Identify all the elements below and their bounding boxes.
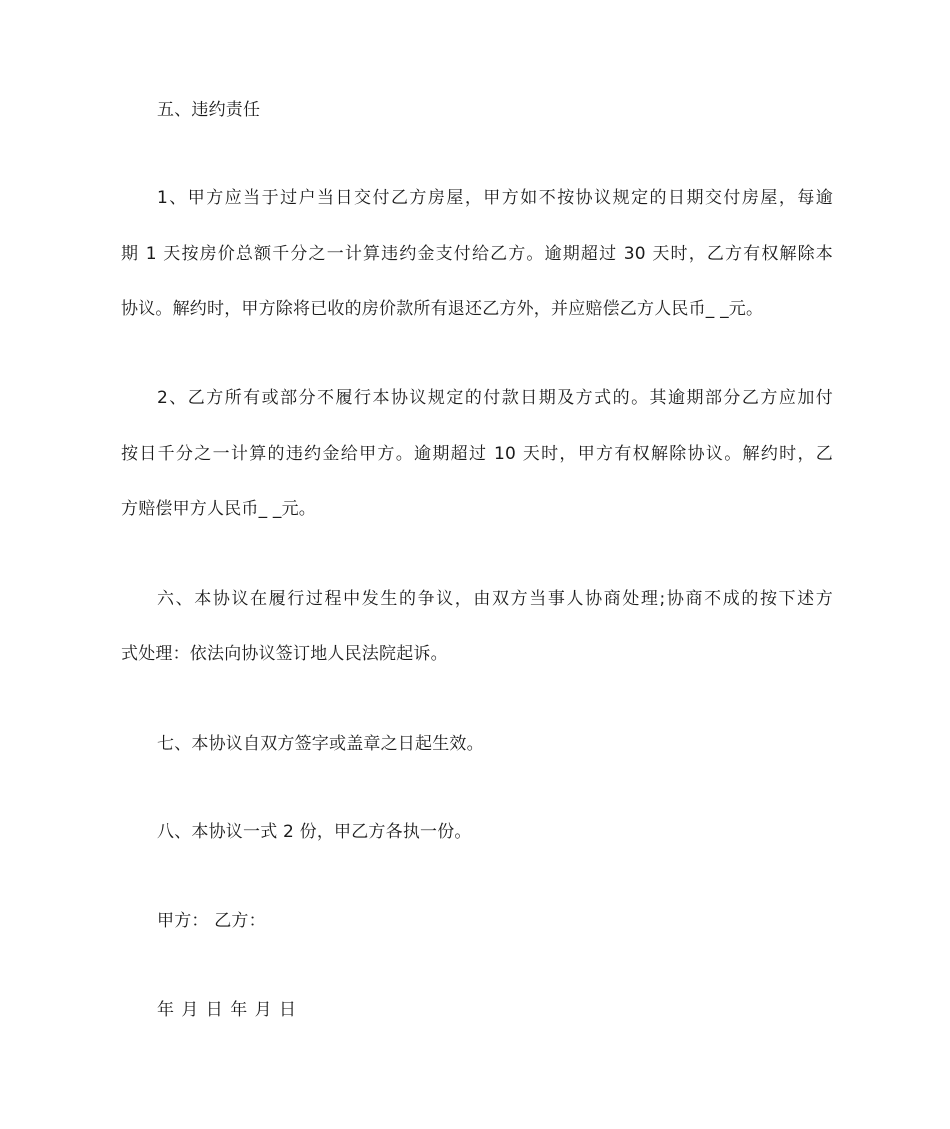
section-6-line-1: 六、本协议在履行过程中发生的争议，由双方当事人协商处理;协商不成的按下述方 xyxy=(157,589,833,609)
signature-parties: 甲方： 乙方： xyxy=(157,911,266,931)
section-8-line: 八、本协议一式 2 份，甲乙方各执一份。 xyxy=(157,822,472,842)
clause-2-line-1: 2、乙方所有或部分不履行本协议规定的付款日期及方式的。其逾期部分乙方应加付 xyxy=(157,388,833,408)
clause-2-line-2: 按日千分之一计算的违约金给甲方。逾期超过 10 天时，甲方有权解除协议。解约时，乙 xyxy=(121,444,833,464)
clause-2-line-3: 方赔偿甲方人民币_ _元。 xyxy=(121,499,317,519)
section-7-line: 七、本协议自双方签字或盖章之日起生效。 xyxy=(157,734,484,754)
section-6-line-2: 式处理：依法向协议签订地人民法院起诉。 xyxy=(121,644,448,664)
signature-dates: 年 月 日 年 月 日 xyxy=(157,1000,298,1020)
section-5-heading: 五、违约责任 xyxy=(157,100,261,120)
clause-1-line-2: 期 1 天按房价总额千分之一计算违约金支付给乙方。逾期超过 30 天时，乙方有权解除本 xyxy=(121,244,833,264)
clause-1-line-3: 协议。解约时，甲方除将已收的房价款所有退还乙方外，并应赔偿乙方人民币_ _元。 xyxy=(121,299,764,319)
clause-1-line-1: 1、甲方应当于过户当日交付乙方房屋，甲方如不按协议规定的日期交付房屋，每逾 xyxy=(157,188,833,208)
